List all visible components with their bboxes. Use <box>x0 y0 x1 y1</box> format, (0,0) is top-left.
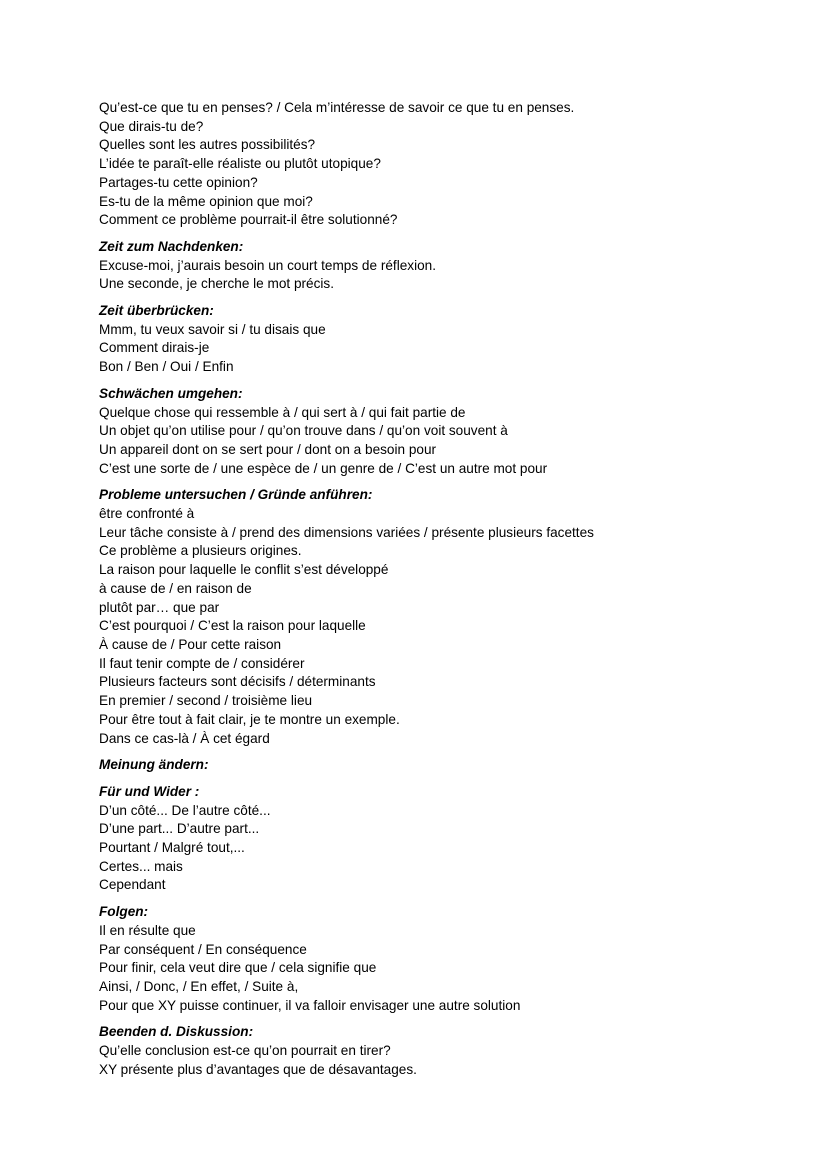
section-beenden-diskussion <box>99 1023 789 1079</box>
section-heading: Zeit zum Nachdenken: <box>99 238 244 254</box>
text-line: Ainsi, / Donc, / En effet, / Suite à, <box>99 978 299 994</box>
section-folgen <box>99 903 789 1015</box>
section-zeit-ueberbruecken <box>99 302 789 377</box>
text-line: Es-tu de la même opinion que moi? <box>99 193 313 209</box>
text-line: Dans ce cas-là / À cet égard <box>99 730 270 746</box>
text-line: Leur tâche consiste à / prend des dimensions variées / présente plusieurs facettes <box>99 524 594 540</box>
section-heading: Folgen: <box>99 904 149 920</box>
text-line: La raison pour laquelle le conflit s’est développé <box>99 562 389 578</box>
section-schwaechen-umgehen <box>99 385 789 479</box>
document-page <box>99 99 789 1079</box>
text-line: À cause de / Pour cette raison <box>99 636 282 652</box>
text-line: Une seconde, je cherche le mot précis. <box>99 276 334 292</box>
text-line: Il faut tenir compte de / considérer <box>99 655 305 671</box>
text-line: Comment dirais-je <box>99 340 210 356</box>
text-line: L’idée te paraît-elle réaliste ou plutôt utopique? <box>99 156 381 172</box>
text-line: Partages-tu cette opinion? <box>99 174 258 190</box>
text-line: Par conséquent / En conséquence <box>99 941 307 957</box>
text-line: à cause de / en raison de <box>99 580 252 596</box>
text-line: Pour que XY puisse continuer, il va falloir envisager une autre solution <box>99 997 521 1013</box>
text-line: Pour être tout à fait clair, je te montre un exemple. <box>99 711 400 727</box>
text-line: Un appareil dont on se sert pour / dont on a besoin pour <box>99 441 437 457</box>
text-line: être confronté à <box>99 506 195 522</box>
text-line: En premier / second / troisième lieu <box>99 693 313 709</box>
section-heading: Probleme untersuchen / Gründe anführen: <box>99 487 373 503</box>
section-heading: Zeit überbrücken: <box>99 303 214 319</box>
text-line: C’est pourquoi / C’est la raison pour laquelle <box>99 618 366 634</box>
text-line: Un objet qu’on utilise pour / qu’on trouve dans / qu’on voit souvent à <box>99 423 508 439</box>
section-opinion-questions <box>99 99 789 230</box>
section-probleme-untersuchen <box>99 486 789 748</box>
text-line: Qu’est-ce que tu en penses? / Cela m’intéresse de savoir ce que tu en penses. <box>99 100 575 115</box>
text-line: D’un côté... De l’autre côté... <box>99 802 271 818</box>
section-heading: Meinung ändern: <box>99 757 209 773</box>
text-line: Mmm, tu veux savoir si / tu disais que <box>99 321 326 337</box>
section-heading: Für und Wider : <box>99 783 200 799</box>
section-zeit-zum-nachdenken <box>99 238 789 294</box>
text-line: Plusieurs facteurs sont décisifs / déterminants <box>99 674 376 690</box>
text-line: XY présente plus d’avantages que de désavantages. <box>99 1061 417 1077</box>
section-heading: Beenden d. Diskussion: <box>99 1024 254 1040</box>
text-line: Excuse-moi, j’aurais besoin un court temps de réflexion. <box>99 257 436 273</box>
text-line: plutôt par… que par <box>99 599 220 615</box>
text-line: Bon / Ben / Oui / Enfin <box>99 359 234 375</box>
text-line: Pourtant / Malgré tout,... <box>99 840 245 856</box>
text-line: Certes... mais <box>99 858 183 874</box>
section-heading: Schwächen umgehen: <box>99 385 243 401</box>
text-line: D’une part... D’autre part... <box>99 821 260 837</box>
section-fuer-und-wider <box>99 783 789 895</box>
text-line: Qu’elle conclusion est-ce qu’on pourrait en tirer? <box>99 1043 391 1059</box>
text-line: Pour finir, cela veut dire que / cela signifie que <box>99 960 377 976</box>
section-meinung-aendern <box>99 756 789 775</box>
text-line: Quelles sont les autres possibilités? <box>99 137 316 153</box>
text-line: Que dirais-tu de? <box>99 118 204 134</box>
text-line: Quelque chose qui ressemble à / qui sert à / qui fait partie de <box>99 404 466 420</box>
text-line: C’est une sorte de / une espèce de / un genre de / C’est un autre mot pour <box>99 460 548 476</box>
text-line: Ce problème a plusieurs origines. <box>99 543 302 559</box>
text-line: Comment ce problème pourrait-il être solutionné? <box>99 212 398 228</box>
text-line: Cependant <box>99 877 166 893</box>
text-line: Il en résulte que <box>99 922 196 938</box>
